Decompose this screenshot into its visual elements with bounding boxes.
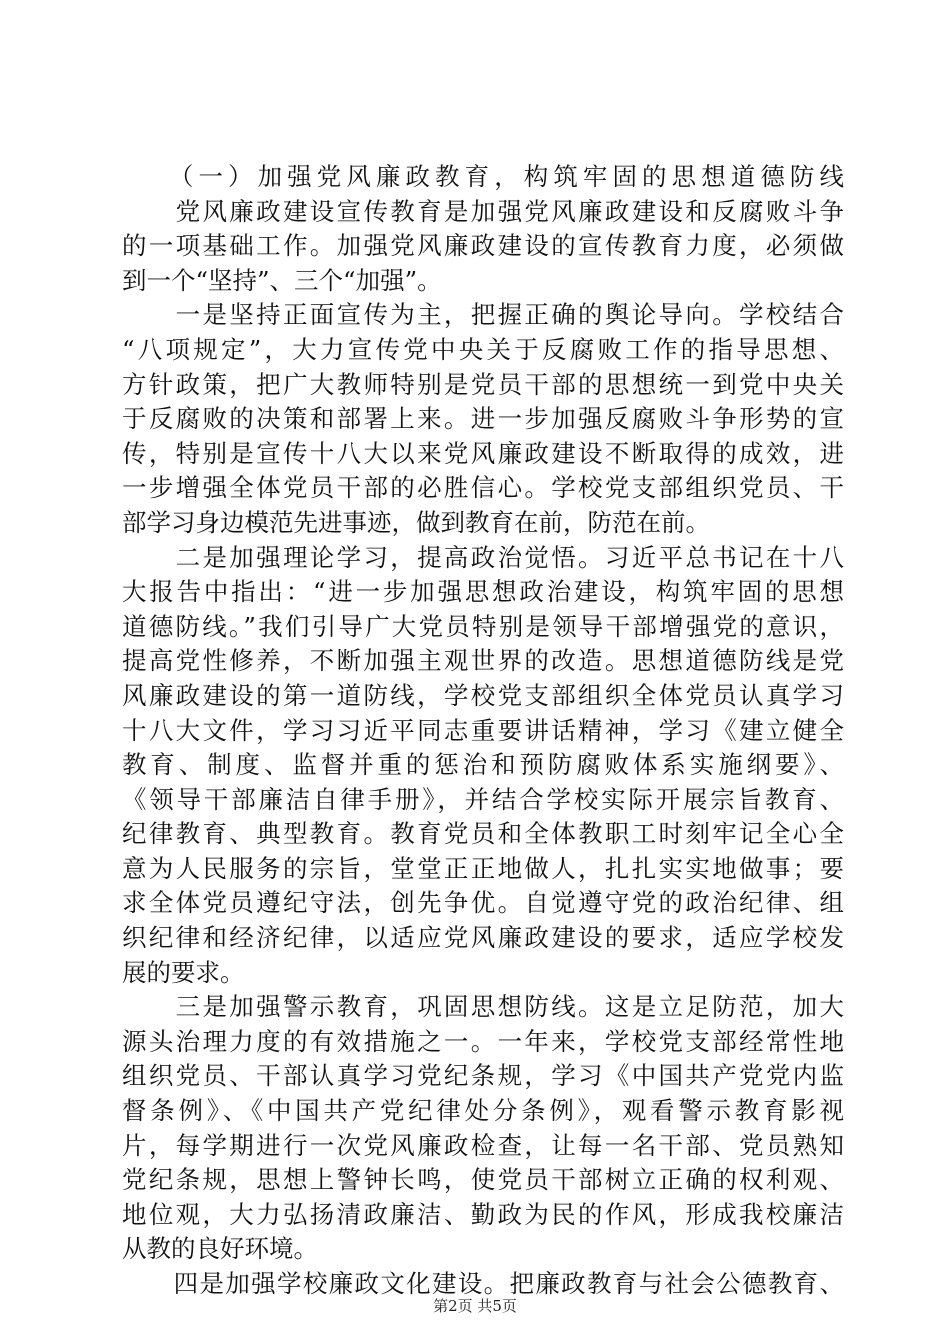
paragraph-line: 党风廉政建设宣传教育是加强党风廉政建设和反腐败斗争 xyxy=(122,196,844,226)
paragraph-line: 一是坚持正面宣传为主，把握正确的舆论导向。学校结合 xyxy=(122,300,844,330)
paragraph-line: 组织党员、干部认真学习党纪条规，学习《中国共产党党内监 xyxy=(122,1061,844,1091)
paragraph-line: 源头治理力度的有效措施之一。一年来，学校党支部经常性地 xyxy=(122,1026,844,1056)
paragraph-line: 一步增强全体党员干部的必胜信心。学校党支部组织党员、干 xyxy=(122,473,844,503)
paragraph-line: 方针政策，把广大教师特别是党员干部的思想统一到党中央关 xyxy=(122,369,844,399)
paragraph-line: 地位观，大力弘扬清政廉洁、勤政为民的作风，形成我校廉洁 xyxy=(122,1199,844,1229)
paragraph-line: 部学习身边模范先进事迹，做到教育在前，防范在前。 xyxy=(122,507,710,537)
paragraph-line: 求全体党员遵纪守法，创先争优。自觉遵守党的政治纪律、组 xyxy=(122,888,844,918)
paragraph-line: 纪律教育、典型教育。教育党员和全体教职工时刻牢记全心全 xyxy=(122,819,844,849)
paragraph-line: 意为人民服务的宗旨，堂堂正正地做人，扎扎实实地做事；要 xyxy=(122,853,844,883)
paragraph-line: 道德防线。”我们引导广大党员特别是领导干部增强党的意识， xyxy=(122,611,844,641)
paragraph-line: 教育、制度、监督并重的惩治和预防腐败体系实施纲要》、 xyxy=(122,750,844,780)
paragraph-line: 到一个“坚持”、三个“加强”。 xyxy=(122,265,442,295)
paragraph-line: 的一项基础工作。加强党风廉政建设的宣传教育力度，必须做 xyxy=(122,231,844,261)
paragraph-line: 三是加强警示教育，巩固思想防线。这是立足防范，加大 xyxy=(122,992,844,1022)
paragraph-line: 片，每学期进行一次党风廉政检查，让每一名干部、党员熟知 xyxy=(122,1130,844,1160)
paragraph-line: 织纪律和经济纪律，以适应党风廉政建设的要求，适应学校发 xyxy=(122,923,844,953)
paragraph-line: 党纪条规，思想上警钟长鸣，使党员干部树立正确的权利观、 xyxy=(122,1165,844,1195)
paragraph-line: 提高党性修养，不断加强主观世界的改造。思想道德防线是党 xyxy=(122,646,844,676)
paragraph-line: 风廉政建设的第一道防线，学校党支部组织全体党员认真学习 xyxy=(122,680,844,710)
paragraph-line: 十八大文件，学习习近平同志重要讲话精神，学习《建立健全 xyxy=(122,715,844,745)
paragraph-line: “八项规定”，大力宣传党中央关于反腐败工作的指导思想、 xyxy=(122,334,844,364)
paragraph-line: 展的要求。 xyxy=(122,957,245,987)
paragraph-line: 督条例》、《中国共产党纪律处分条例》，观看警示教育影视 xyxy=(122,1096,844,1126)
paragraph-line: 从教的良好环境。 xyxy=(122,1234,318,1264)
paragraph-line: 二是加强理论学习，提高政治觉悟。习近平总书记在十八 xyxy=(122,542,844,572)
paragraph-line: 传，特别是宣传十八大以来党风廉政建设不断取得的成效，进 xyxy=(122,438,844,468)
paragraph-line: 大报告中指出：“进一步加强思想政治建设，构筑牢固的思想 xyxy=(122,577,844,607)
document-body xyxy=(122,160,844,1302)
paragraph-line: 于反腐败的决策和部署上来。进一步加强反腐败斗争形势的宣 xyxy=(122,404,844,434)
paragraph-line: 四是加强学校廉政文化建设。把廉政教育与社会公德教育、 xyxy=(122,1269,844,1298)
paragraph-line: 《领导干部廉洁自律手册》，并结合学校实际开展宗旨教育、 xyxy=(122,784,844,814)
page-number-footer: 第2页 共5页 xyxy=(433,1297,517,1315)
heading-line: （一）加强党风廉政教育，构筑牢固的思想道德防线 xyxy=(122,162,844,191)
